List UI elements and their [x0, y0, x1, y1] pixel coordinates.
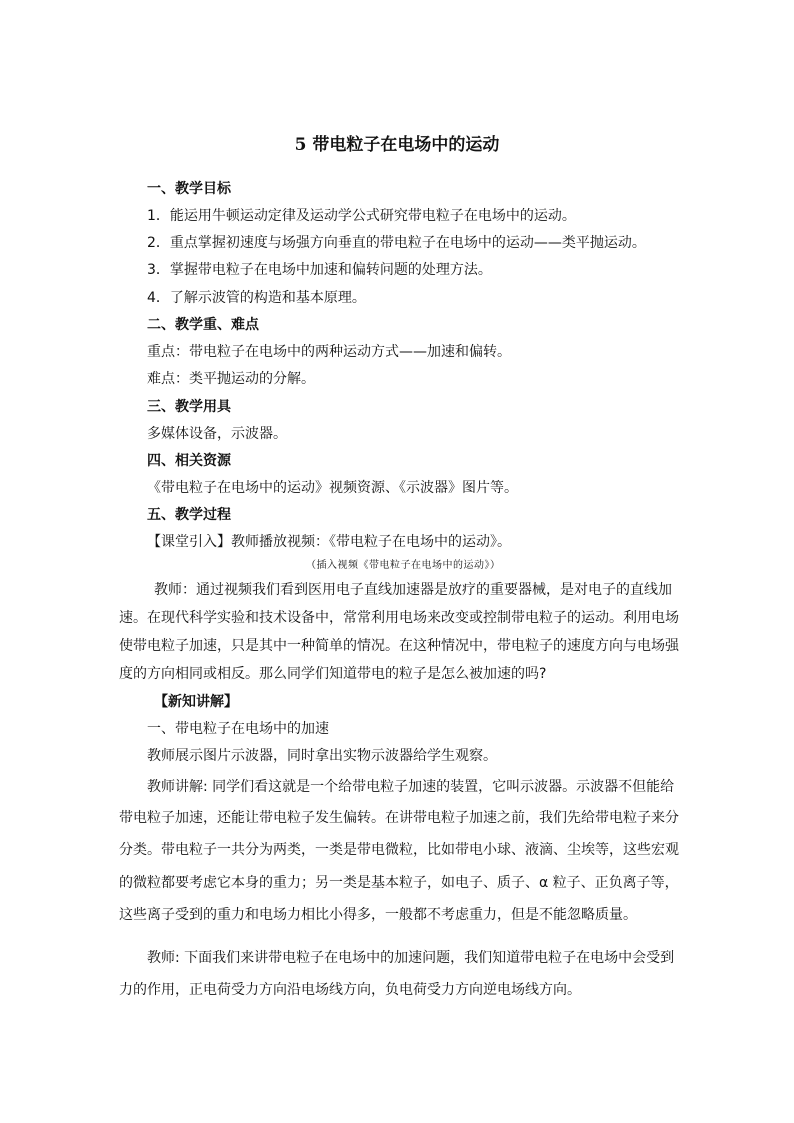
objective-item: 4．了解示波管的构造和基本原理。	[147, 290, 366, 306]
paragraph-line: 分类。带电粒子一共分为两类，一类是带电微粒，比如带电小球、液滴、尘埃等，这些宏观	[119, 842, 679, 858]
paragraph-line: 力的作用，正电荷受力方向沿电场线方向，负电荷受力方向逆电场线方向。	[119, 982, 581, 998]
difficulty-text: 难点：类平抛运动的分解。	[147, 371, 315, 387]
new-topic-label: 【新知讲解】	[154, 694, 238, 710]
section-heading-tools: 三、教学用具	[147, 399, 231, 415]
objective-item: 1．能运用牛顿运动定律及运动学公式研究带电粒子在电场中的运动。	[147, 208, 576, 224]
section-heading-objectives: 一、教学目标	[147, 181, 231, 197]
section-heading-key-points: 二、教学重、难点	[147, 317, 259, 333]
paragraph-line: 度的方向相同或相反。那么同学们知道带电的粒子是怎么被加速的吗?	[119, 666, 547, 682]
class-intro-text: 【课堂引入】教师播放视频：《带电粒子在电场中的运动》。	[147, 534, 511, 550]
paragraph-line: 速。在现代科学实验和技术设备中，常常利用电场来改变或控制带电粒子的运动。利用电场	[119, 610, 679, 626]
tools-text: 多媒体设备，示波器。	[147, 426, 287, 442]
paragraph-line: 使带电粒子加速，只是其中一种简单的情况。在这种情况中，带电粒子的速度方向与电场强	[119, 638, 679, 654]
page-title: 5 带电粒子在电场中的运动	[294, 135, 500, 155]
paragraph-line: 教师：通过视频我们看到医用电子直线加速器是放疗的重要器械，是对电子的直线加	[154, 582, 672, 598]
key-point-text: 重点：带电粒子在电场中的两种运动方式——加速和偏转。	[147, 344, 511, 360]
section-heading-resources: 四、相关资源	[147, 453, 231, 469]
paragraph-line: 教师: 下面我们来讲带电粒子在电场中的加速问题，我们知道带电粒子在电场中会受到	[147, 950, 675, 966]
paragraph-line: 教师讲解: 同学们看这就是一个给带电粒子加速的装置，它叫示波器。示波器不但能给	[147, 779, 675, 795]
paragraph-line: 这些离子受到的重力和电场力相比小得多，一般都不考虑重力，但是不能忽略质量。	[119, 907, 637, 923]
paragraph-line: 带电粒子加速，还能让带电粒子发生偏转。在讲带电粒子加速之前，我们先给带电粒子来分	[119, 810, 679, 826]
sub-heading-acceleration: 一、带电粒子在电场中的加速	[147, 721, 329, 737]
objective-item: 2．重点掌握初速度与场强方向垂直的带电粒子在电场中的运动——类平抛运动。	[147, 235, 646, 251]
paragraph-line: 的微粒都要考虑它本身的重力；另一类是基本粒子，如电子、质子、α 粒子、正负离子等，	[119, 875, 679, 891]
resources-text: 《带电粒子在电场中的运动》视频资源、《示波器》图片等。	[147, 480, 518, 496]
section-heading-process: 五、教学过程	[147, 507, 231, 523]
objective-item: 3．掌握带电粒子在电场中加速和偏转问题的处理方法。	[147, 262, 492, 278]
demo-text: 教师展示图片示波器，同时拿出实物示波器给学生观察。	[147, 748, 497, 764]
video-insert-note: （插入视频《带电粒子在电场中的运动》）	[306, 560, 501, 571]
